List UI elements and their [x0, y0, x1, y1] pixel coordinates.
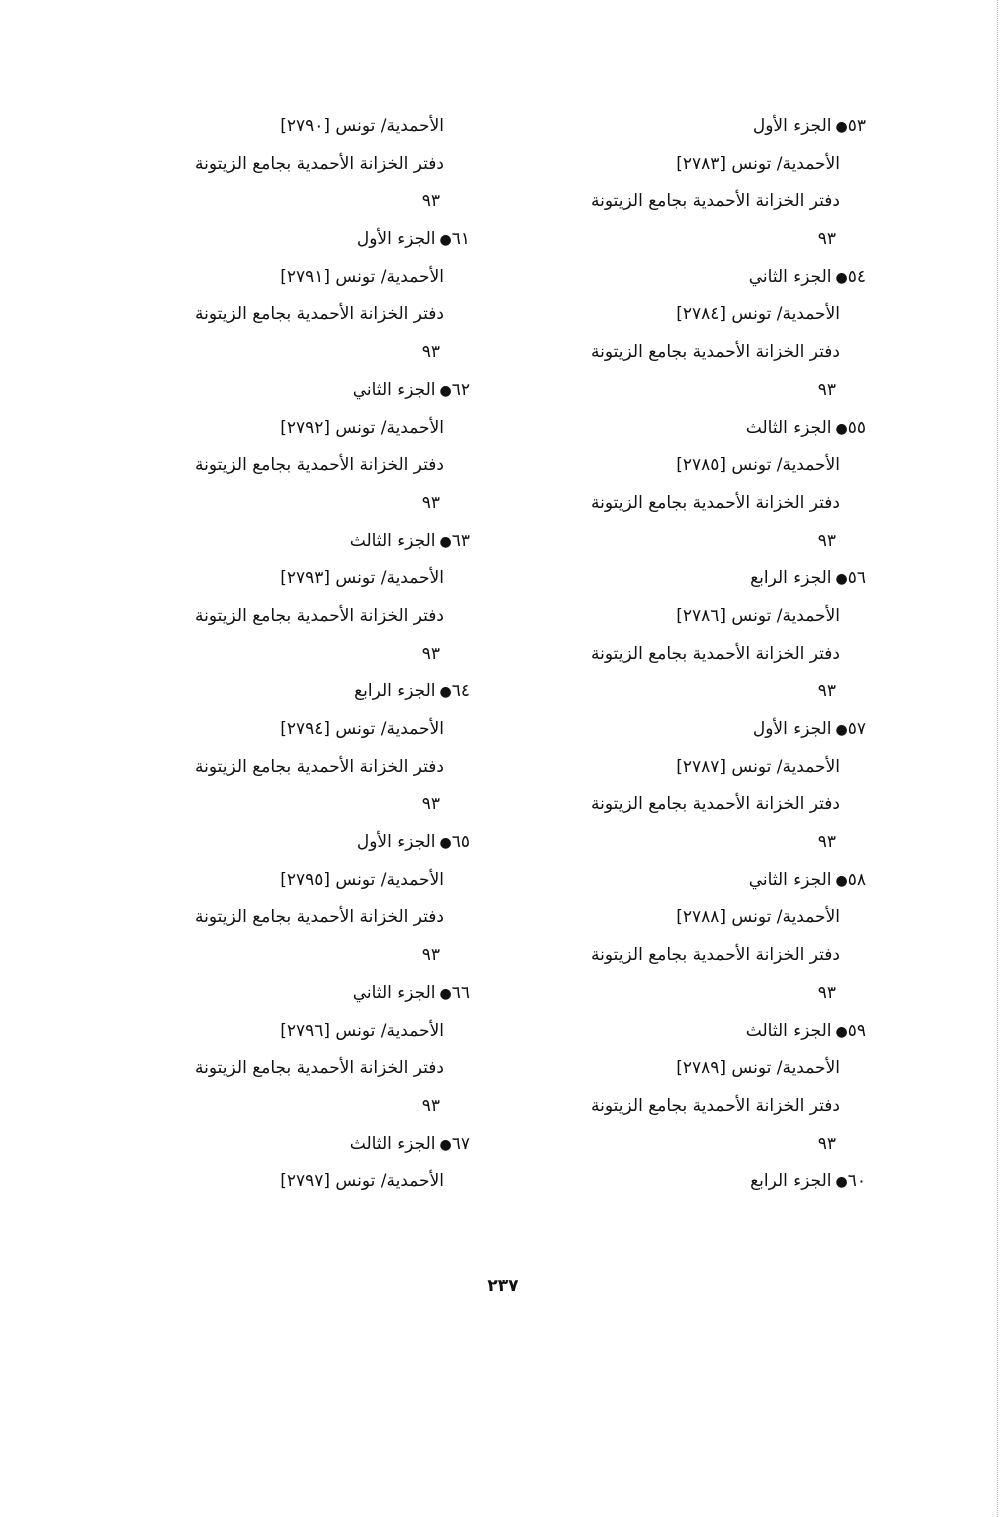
entry-title: [526, 410, 866, 448]
entry-detail: دفتر الخزانة الأحمدية بجامع الزيتونة: [195, 153, 444, 174]
bullet-icon: ●: [439, 382, 452, 399]
entry-title: [526, 560, 866, 598]
entry-title-text: الجزء الثالث: [745, 417, 832, 438]
entry-reference-number: ٩٣: [421, 794, 440, 815]
entry-title: [526, 862, 866, 900]
entry-title-text: الجزء الثاني: [352, 379, 436, 400]
entry-detail: دفتر الخزانة الأحمدية بجامع الزيتونة: [591, 1095, 840, 1116]
entry-detail: الأحمدية/ تونس [٢٧٩٤]: [280, 719, 444, 739]
entry-number: ٦٥: [451, 832, 470, 853]
entry-title: [526, 1013, 866, 1051]
entry-title-text: الجزء الثاني: [748, 869, 832, 890]
entry-number: ٦١: [451, 229, 470, 250]
entry-title: [130, 372, 470, 410]
entry-title-text: الجزء الرابع: [354, 681, 436, 702]
entry-title: [130, 523, 470, 561]
entry-detail: الأحمدية/ تونس [٢٧٨٧]: [676, 756, 840, 777]
entry-title-text: الجزء الثالث: [745, 1020, 832, 1041]
entry-number: ٥٨: [847, 869, 866, 890]
entry-detail: دفتر الخزانة الأحمدية بجامع الزيتونة: [195, 455, 444, 476]
entry-detail: دفتر الخزانة الأحمدية بجامع الزيتونة: [195, 1058, 444, 1079]
entry-number: ٥٩: [847, 1020, 866, 1041]
entry-number: ٦٦: [451, 982, 470, 1003]
entry-detail: دفتر الخزانة الأحمدية بجامع الزيتونة: [591, 643, 840, 664]
bullet-icon: ●: [439, 1136, 452, 1153]
entry-number: ٦٤: [451, 681, 470, 702]
entry-detail: الأحمدية/ تونس [٢٧٨٩]: [676, 1058, 840, 1079]
page-number: ٢٣٧: [487, 1276, 519, 1296]
entry-detail: الأحمدية/ تونس [٢٧٩٦]: [280, 1020, 444, 1041]
bullet-icon: ●: [439, 533, 452, 550]
entry-reference-number: ٩٣: [817, 832, 836, 853]
entry-reference-number: ٩٣: [421, 643, 440, 664]
entry-title: [130, 975, 470, 1013]
entry-detail: دفتر الخزانة الأحمدية بجامع الزيتونة: [195, 907, 444, 928]
entry-detail: الأحمدية/ تونس [٢٧٨٦]: [676, 605, 840, 626]
entry-detail: دفتر الخزانة الأحمدية بجامع الزيتونة: [195, 304, 444, 325]
entry-reference-number: ٩٣: [817, 379, 836, 400]
entry-detail: الأحمدية/ تونس [٢٧٩٣]: [280, 568, 444, 589]
bullet-icon: ●: [835, 420, 848, 437]
entry-title-text: الجزء الرابع: [750, 1171, 832, 1192]
entry-reference-number: ٩٣: [817, 530, 836, 551]
entry-detail: دفتر الخزانة الأحمدية بجامع الزيتونة: [591, 945, 840, 966]
entry-detail: دفتر الخزانة الأحمدية بجامع الزيتونة: [591, 342, 840, 363]
entry-title: [526, 711, 866, 749]
entry-detail: الأحمدية/ تونس [٢٧٨٨]: [676, 907, 840, 928]
entry-detail: دفتر الخزانة الأحمدية بجامع الزيتونة: [591, 492, 840, 513]
entry-reference-number: ٩٣: [421, 1095, 440, 1116]
entry-number: ٦٧: [451, 1133, 470, 1154]
right-column: [526, 108, 866, 1201]
entry-reference-number: ٩٣: [421, 342, 440, 363]
entry-title: [130, 824, 470, 862]
entry-title-text: الجزء الأول: [752, 116, 832, 136]
bullet-icon: ●: [439, 684, 452, 701]
entry-title-text: الجزء الأول: [752, 719, 832, 739]
entry-detail: الأحمدية/ تونس [٢٧٩٥]: [280, 869, 444, 890]
entry-title-text: الجزء الثالث: [349, 1133, 436, 1154]
entry-reference-number: ٩٣: [817, 229, 836, 250]
entry-title: [526, 1163, 866, 1201]
entry-detail: الأحمدية/ تونس [٢٧٩٧]: [280, 1171, 444, 1192]
entry-number: ٦٢: [451, 379, 470, 400]
bullet-icon: ●: [835, 1174, 848, 1191]
entry-reference-number: ٩٣: [817, 982, 836, 1003]
entry-reference-number: ٩٣: [421, 945, 440, 966]
entry-detail: دفتر الخزانة الأحمدية بجامع الزيتونة: [195, 756, 444, 777]
entry-detail: الأحمدية/ تونس [٢٧٨٥]: [676, 455, 840, 476]
bullet-icon: ●: [835, 872, 848, 889]
entry-reference-number: ٩٣: [421, 492, 440, 513]
entry-title: [130, 221, 470, 259]
entry-detail: الأحمدية/ تونس [٢٧٩٠]: [280, 116, 444, 136]
bullet-icon: ●: [439, 835, 452, 852]
entry-title-text: الجزء الرابع: [750, 568, 832, 589]
entry-reference-number: ٩٣: [817, 681, 836, 702]
entry-title: [526, 108, 866, 146]
entry-title-text: الجزء الثاني: [748, 266, 832, 287]
entry-number: ٦٣: [451, 530, 470, 551]
entry-title: [130, 1126, 470, 1164]
entry-title-text: الجزء الأول: [356, 832, 436, 853]
left-column: [130, 108, 470, 1201]
entry-detail: دفتر الخزانة الأحمدية بجامع الزيتونة: [195, 605, 444, 626]
entry-detail: دفتر الخزانة الأحمدية بجامع الزيتونة: [591, 191, 840, 212]
entry-reference-number: ٩٣: [421, 191, 440, 212]
entry-detail: الأحمدية/ تونس [٢٧٩١]: [280, 266, 444, 287]
entry-title-text: الجزء الثالث: [349, 530, 436, 551]
entry-reference-number: ٩٣: [817, 1133, 836, 1154]
entry-number: ٥٥: [847, 417, 866, 438]
entry-detail: الأحمدية/ تونس [٢٧٨٣]: [676, 153, 840, 174]
entry-title: [526, 259, 866, 297]
entry-detail: دفتر الخزانة الأحمدية بجامع الزيتونة: [591, 794, 840, 815]
entry-number: ٥٤: [847, 266, 866, 287]
entry-number: ٥٣: [847, 116, 866, 136]
entry-title: [130, 673, 470, 711]
bullet-icon: ●: [835, 571, 848, 588]
bullet-icon: ●: [835, 119, 848, 135]
entry-title-text: الجزء الثاني: [352, 982, 436, 1003]
bullet-icon: ●: [835, 1023, 848, 1040]
entry-number: ٥٦: [847, 568, 866, 589]
entry-title-text: الجزء الأول: [356, 229, 436, 250]
entry-detail: الأحمدية/ تونس [٢٧٨٤]: [676, 304, 840, 325]
bullet-icon: ●: [439, 232, 452, 249]
bullet-icon: ●: [439, 985, 452, 1002]
entry-detail: الأحمدية/ تونس [٢٧٩٢]: [280, 417, 444, 438]
bullet-icon: ●: [835, 722, 848, 738]
entry-number: ٦٠: [847, 1171, 866, 1192]
entry-number: ٥٧: [847, 719, 866, 739]
bullet-icon: ●: [835, 269, 848, 286]
